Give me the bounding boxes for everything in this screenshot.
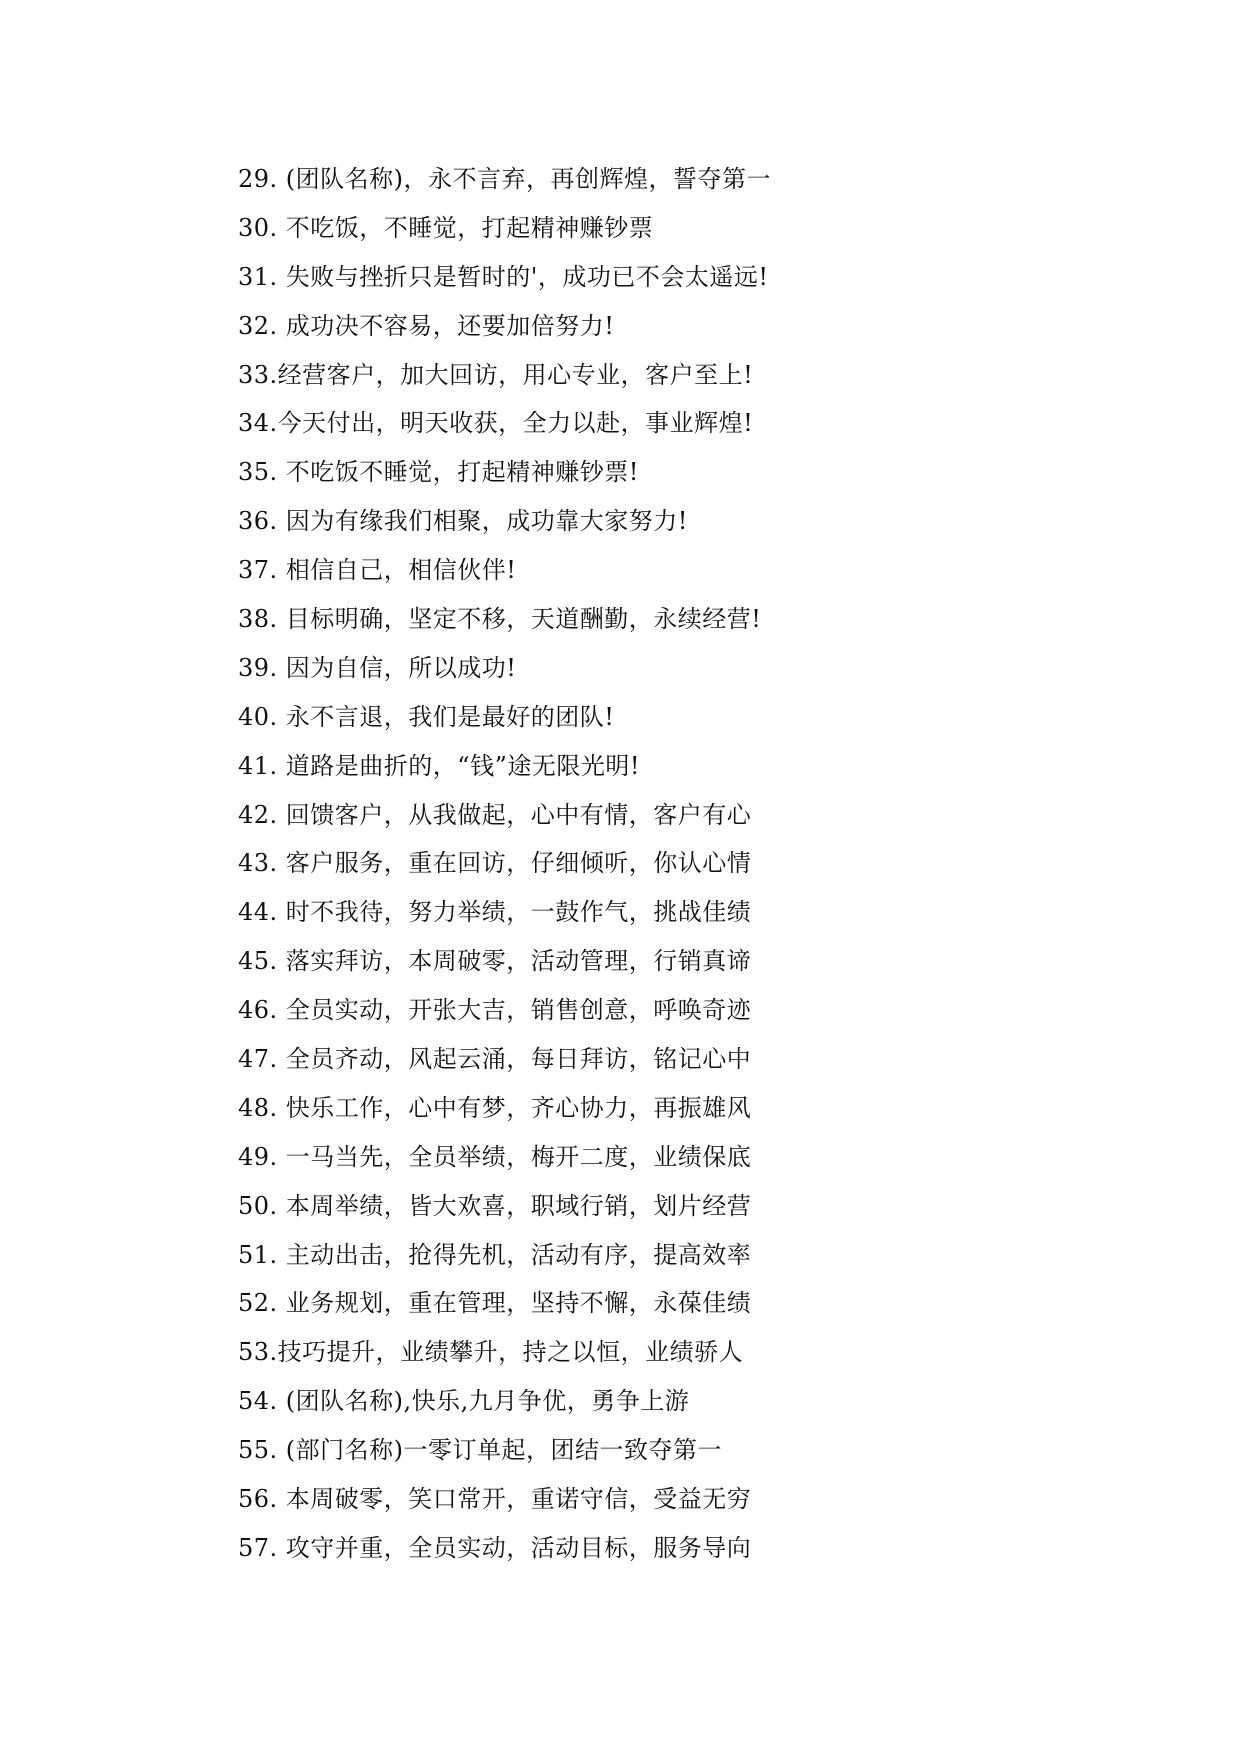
slogan-item: 53.技巧提升，业绩攀升，持之以恒，业绩骄人	[238, 1338, 744, 1367]
slogan-item: 52. 业务规划，重在管理，坚持不懈，永葆佳绩	[238, 1289, 752, 1318]
slogan-item: 31. 失败与挫折只是暂时的'，成功已不会太遥远!	[238, 262, 769, 291]
slogan-item: 48. 快乐工作，心中有梦，齐心协力，再振雄风	[238, 1093, 752, 1122]
slogan-item: 42. 回馈客户，从我做起，心中有情，客户有心	[238, 800, 752, 829]
slogan-item: 29. (团队名称)，永不言弃，再创辉煌，誓夺第一	[238, 165, 772, 193]
slogan-item: 50. 本周举绩，皆大欢喜，职域行销，划片经营	[238, 1191, 752, 1220]
slogan-item: 34.今天付出，明天收获，全力以赴，事业辉煌!	[238, 409, 754, 438]
slogan-item: 33.经营客户，加大回访，用心专业，客户至上!	[238, 360, 754, 389]
slogan-item: 35. 不吃饭不睡觉，打起精神赚钞票!	[238, 458, 639, 487]
slogan-item: 51. 主动出击，抢得先机，活动有序，提高效率	[238, 1240, 752, 1269]
slogan-item: 45. 落实拜访，本周破零，活动管理，行销真谛	[238, 947, 752, 976]
slogan-item: 43. 客户服务，重在回访，仔细倾听，你认心情	[238, 849, 752, 878]
slogan-item: 54. (团队名称),快乐,九月争优，勇争上游	[238, 1387, 690, 1416]
slogan-item: 37. 相信自己，相信伙伴!	[238, 556, 517, 585]
slogan-item: 41. 道路是曲折的，“钱”途无限光明!	[238, 751, 640, 780]
slogan-item: 56. 本周破零，笑口常开，重诺守信，受益无穷	[238, 1485, 752, 1514]
slogan-item: 38. 目标明确，坚定不移，天道酬勤，永续经营!	[238, 605, 762, 634]
slogan-item: 49. 一马当先，全员举绩，梅开二度，业绩保底	[238, 1142, 752, 1171]
slogan-item: 46. 全员实动，开张大吉，销售创意，呼唤奇迹	[238, 996, 752, 1025]
slogan-item: 57. 攻守并重，全员实动，活动目标，服务导向	[238, 1533, 752, 1562]
slogan-item: 32. 成功决不容易，还要加倍努力!	[238, 311, 615, 340]
slogan-item: 30. 不吃饭，不睡觉，打起精神赚钞票	[238, 213, 654, 242]
slogan-item: 40. 永不言退，我们是最好的团队!	[238, 702, 615, 731]
slogan-item: 39. 因为自信，所以成功!	[238, 653, 517, 682]
slogan-item: 44. 时不我待，努力举绩，一鼓作气，挑战佳绩	[238, 898, 752, 927]
slogan-item: 36. 因为有缘我们相聚，成功靠大家努力!	[238, 507, 688, 536]
slogan-list	[238, 155, 771, 1573]
slogan-item: 55. (部门名称)一零订单起，团结一致夺第一	[238, 1436, 723, 1465]
slogan-item: 47. 全员齐动，风起云涌，每日拜访，铭记心中	[238, 1045, 752, 1074]
